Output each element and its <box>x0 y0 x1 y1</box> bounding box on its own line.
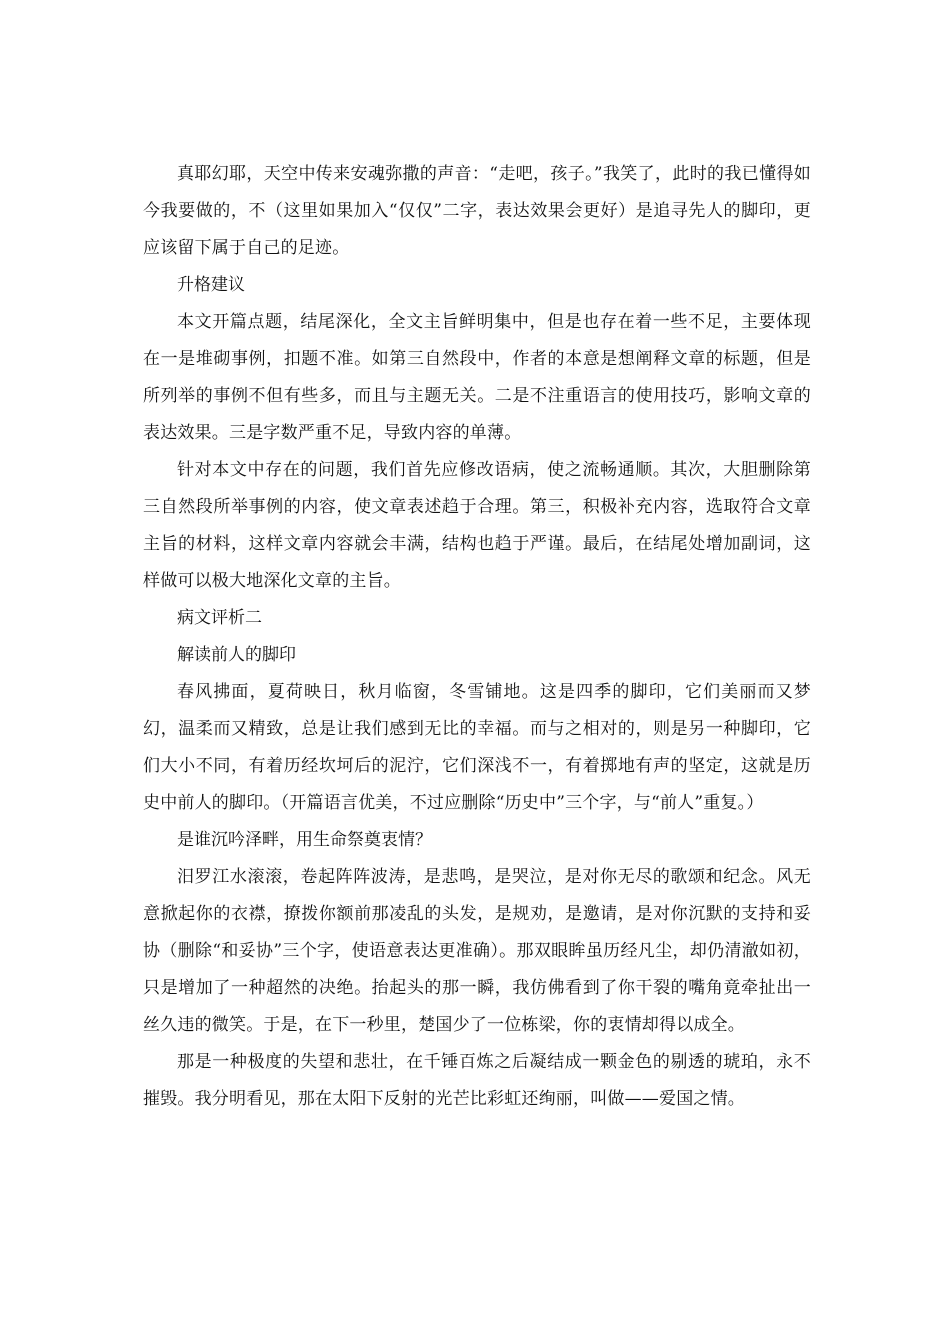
heading-upgrade-suggestion: 升格建议 <box>177 275 245 295</box>
paragraph-opening: 春风拂面，夏荷映日，秋月临窗，冬雪铺地。这是四季的脚印，它们美丽而又梦幻，温柔而又精致，总是让我们感到无比的幸福。而与之相对的，则是另一种脚印，它们大小不同，有着历经坎坷后的泥泞，它们深浅不一，有着掷地有声的坚定，这就是历史中前人的脚印。（开篇语言优美，不过应删除“历史中”三个字，与“前人”重复。） <box>143 682 811 813</box>
paragraph-revision-plan: 针对本文中存在的问题，我们首先应修改语病，使之流畅通顺。其次，大胆删除第三自然段所举事例的内容，使文章表述趋于合理。第三，积极补充内容，选取符合文章主旨的材料，这样文章内容就会丰满，结构也趋于严谨。最后，在结尾处增加副词，这样做可以极大地深化文章的主旨。 <box>143 460 811 591</box>
section-question: 是谁沉吟泽畔，用生命祭奠衷情？ <box>177 830 432 850</box>
paragraph-miluo-river: 汨罗江水滚滚，卷起阵阵波涛，是悲鸣，是哭泣，是对你无尽的歌颂和纪念。风无意掀起你的衣襟，撩拨你额前那凌乱的头发，是规劝，是邀请，是对你沉默的支持和妥协（删除“和妥协”三个字，使语意表达更准确）。那双眼眸虽历经凡尘，却仍清澈如初，只是增加了一种超然的决绝。抬起头的那一瞬，我仿佛看到了你干裂的嘴角竟牵扯出一丝久违的微笑。于是，在下一秒里，楚国少了一位栋梁，你的衷情却得以成全。 <box>143 867 811 1035</box>
paragraph-patriotism: 那是一种极度的失望和悲壮，在千锤百炼之后凝结成一颗金色的剔透的琥珀，永不摧毁。我分明看见，那在太阳下反射的光芒比彩虹还绚丽，叫做——爱国之情。 <box>143 1052 811 1109</box>
paragraph-analysis: 本文开篇点题，结尾深化，全文主旨鲜明集中，但是也存在着一些不足，主要体现在一是堆砌事例，扣题不准。如第三自然段中，作者的本意是想阐释文章的标题，但是所列举的事例不但有些多，而且与主题无关。二是不注重语言的使用技巧，影响文章的表达效果。三是字数严重不足，导致内容的单薄。 <box>143 312 811 443</box>
document-body <box>143 156 811 1118</box>
essay-title: 解读前人的脚印 <box>177 645 296 665</box>
heading-essay-critique-two: 病文评析二 <box>177 608 262 628</box>
paragraph-conclusion: 真耶幻耶，天空中传来安魂弥撒的声音：“走吧，孩子。”我笑了，此时的我已懂得如今我要做的，不（这里如果加入“仅仅”二字，表达效果会更好）是追寻先人的脚印，更应该留下属于自己的足迹。 <box>143 164 811 258</box>
